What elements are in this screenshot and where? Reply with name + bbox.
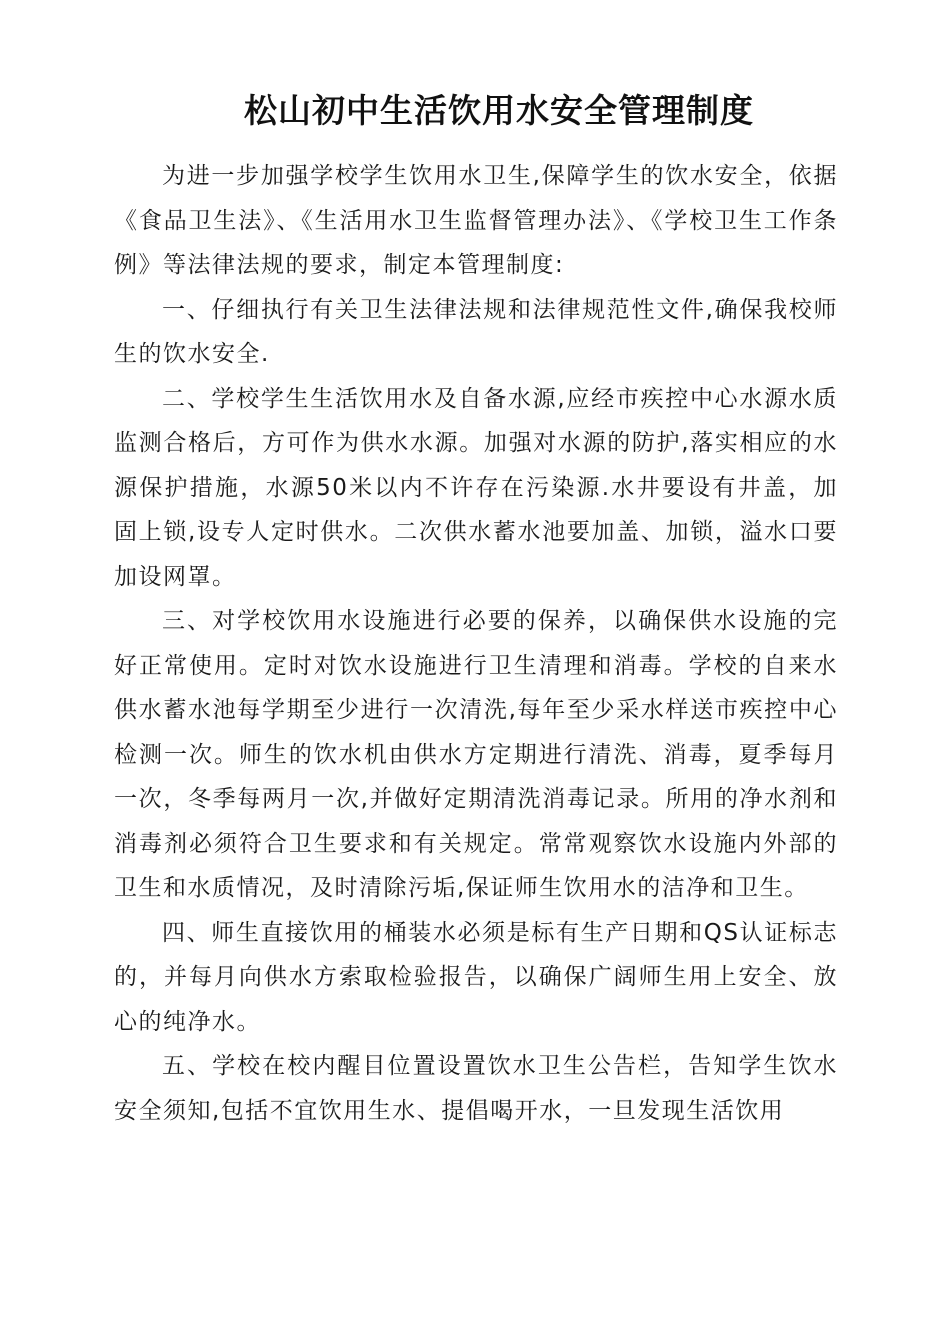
paragraph-item-3: 三、对学校饮用水设施进行必要的保养，以确保供水设施的完好正常使用。定时对饮水设施进行卫生清理和消毒。学校的自来水供水蓄水池每学期至少进行一次清洗,每年至少采水样送市疾控中心检测一次。师生的饮水机由供水方定期进行清洗、消毒，夏季每月一次，冬季每两月一次,并做好定期清洗消毒记录。所用的净水剂和消毒剂必须符合卫生要求和有关规定。常常观察饮水设施内外部的卫生和水质情况，及时清除污垢,保证师生饮用水的洁净和卫生。	[114, 608, 838, 901]
document-title: 松山初中生活饮用水安全管理制度	[244, 91, 754, 130]
paragraph-intro: 为进一步加强学校学生饮用水卫生,保障学生的饮水安全，依据《食品卫生法》、《生活用水卫生监督管理办法》、《学校卫生工作条例》等法律法规的要求，制定本管理制度:	[114, 163, 838, 278]
paragraph-item-1: 一、仔细执行有关卫生法律法规和法律规范性文件,确保我校师生的饮水安全.	[114, 296, 838, 367]
document-body	[114, 154, 838, 1133]
paragraph-item-5: 五、学校在校内醒目位置设置饮水卫生公告栏，告知学生饮水安全须知,包括不宜饮用生水、提倡喝开水，一旦发现生活饮用	[114, 1053, 838, 1124]
paragraph-item-4: 四、师生直接饮用的桶装水必须是标有生产日期和QS认证标志的，并每月向供水方索取检验报告，以确保广阔师生用上安全、放心的纯净水。	[114, 919, 838, 1035]
paragraph-item-2: 二、学校学生生活饮用水及自备水源,应经市疾控中心水源水质监测合格后，方可作为供水水源。加强对水源的防护,落实相应的水源保护措施，水源50米以内不许存在污染源.水井要设有井盖，加固上锁,设专人定时供水。二次供水蓄水池要加盖、加锁，溢水口要加设网罩。	[114, 385, 838, 590]
